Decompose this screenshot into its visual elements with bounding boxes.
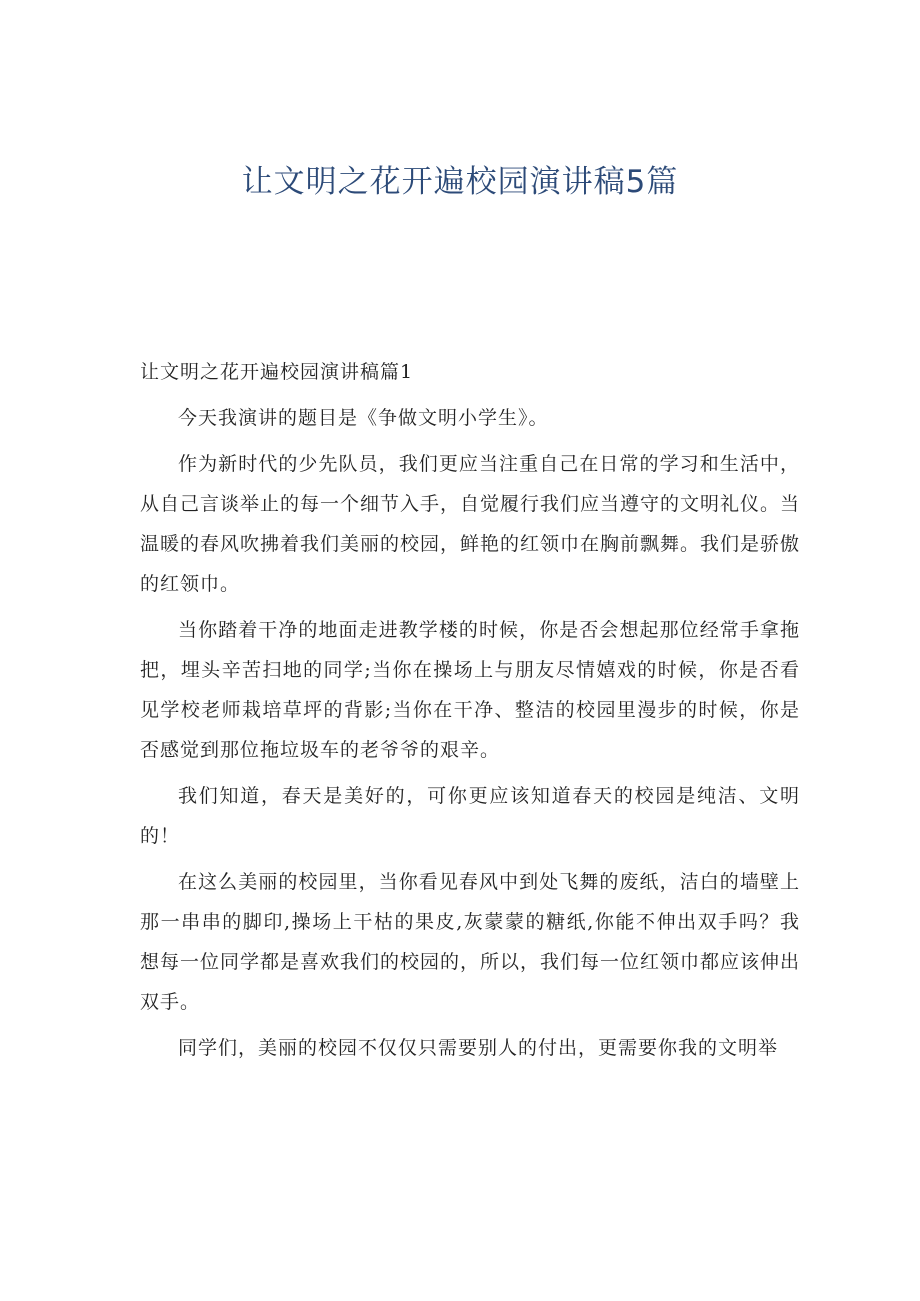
paragraph: 我们知道，春天是美好的，可你更应该知道春天的校园是纯洁、文明的！	[140, 785, 800, 847]
document-body	[140, 352, 800, 1074]
paragraph: 在这么美丽的校园里，当你看见春风中到处飞舞的废纸，洁白的墙壁上那一串串的脚印,操场上干枯的果皮,灰蒙蒙的糖纸,你能不伸出双手吗？我想每一位同学都是喜欢我们的校园的，所以，我们每一位红领巾都应该伸出双手。	[140, 871, 801, 1013]
paragraph: 当你踏着干净的地面走进教学楼的时候，你是否会想起那位经常手拿拖把，埋头辛苦扫地的同学;当你在操场上与朋友尽情嬉戏的时候，你是否看见学校老师栽培草坪的背影;当你在干净、整洁的校园里漫步的时候，你是否感觉到那位拖垃圾车的老爷爷的艰辛。	[140, 619, 800, 761]
paragraph: 作为新时代的少先队员，我们更应当注重自己在日常的学习和生活中，从自己言谈举止的每一个细节入手，自觉履行我们应当遵守的文明礼仪。当温暖的春风吹拂着我们美丽的校园，鲜艳的红领巾在胸前飘舞。我们是骄傲的红领巾。	[140, 453, 801, 595]
paragraph: 同学们，美丽的校园不仅仅只需要别人的付出，更需要你我的文明举	[178, 1037, 779, 1059]
paragraph: 今天我演讲的题目是《争做文明小学生》。	[178, 407, 549, 429]
section-heading: 让文明之花开遍校园演讲稿篇1	[140, 361, 414, 383]
document-title: 让文明之花开遍校园演讲稿5篇	[241, 164, 679, 200]
